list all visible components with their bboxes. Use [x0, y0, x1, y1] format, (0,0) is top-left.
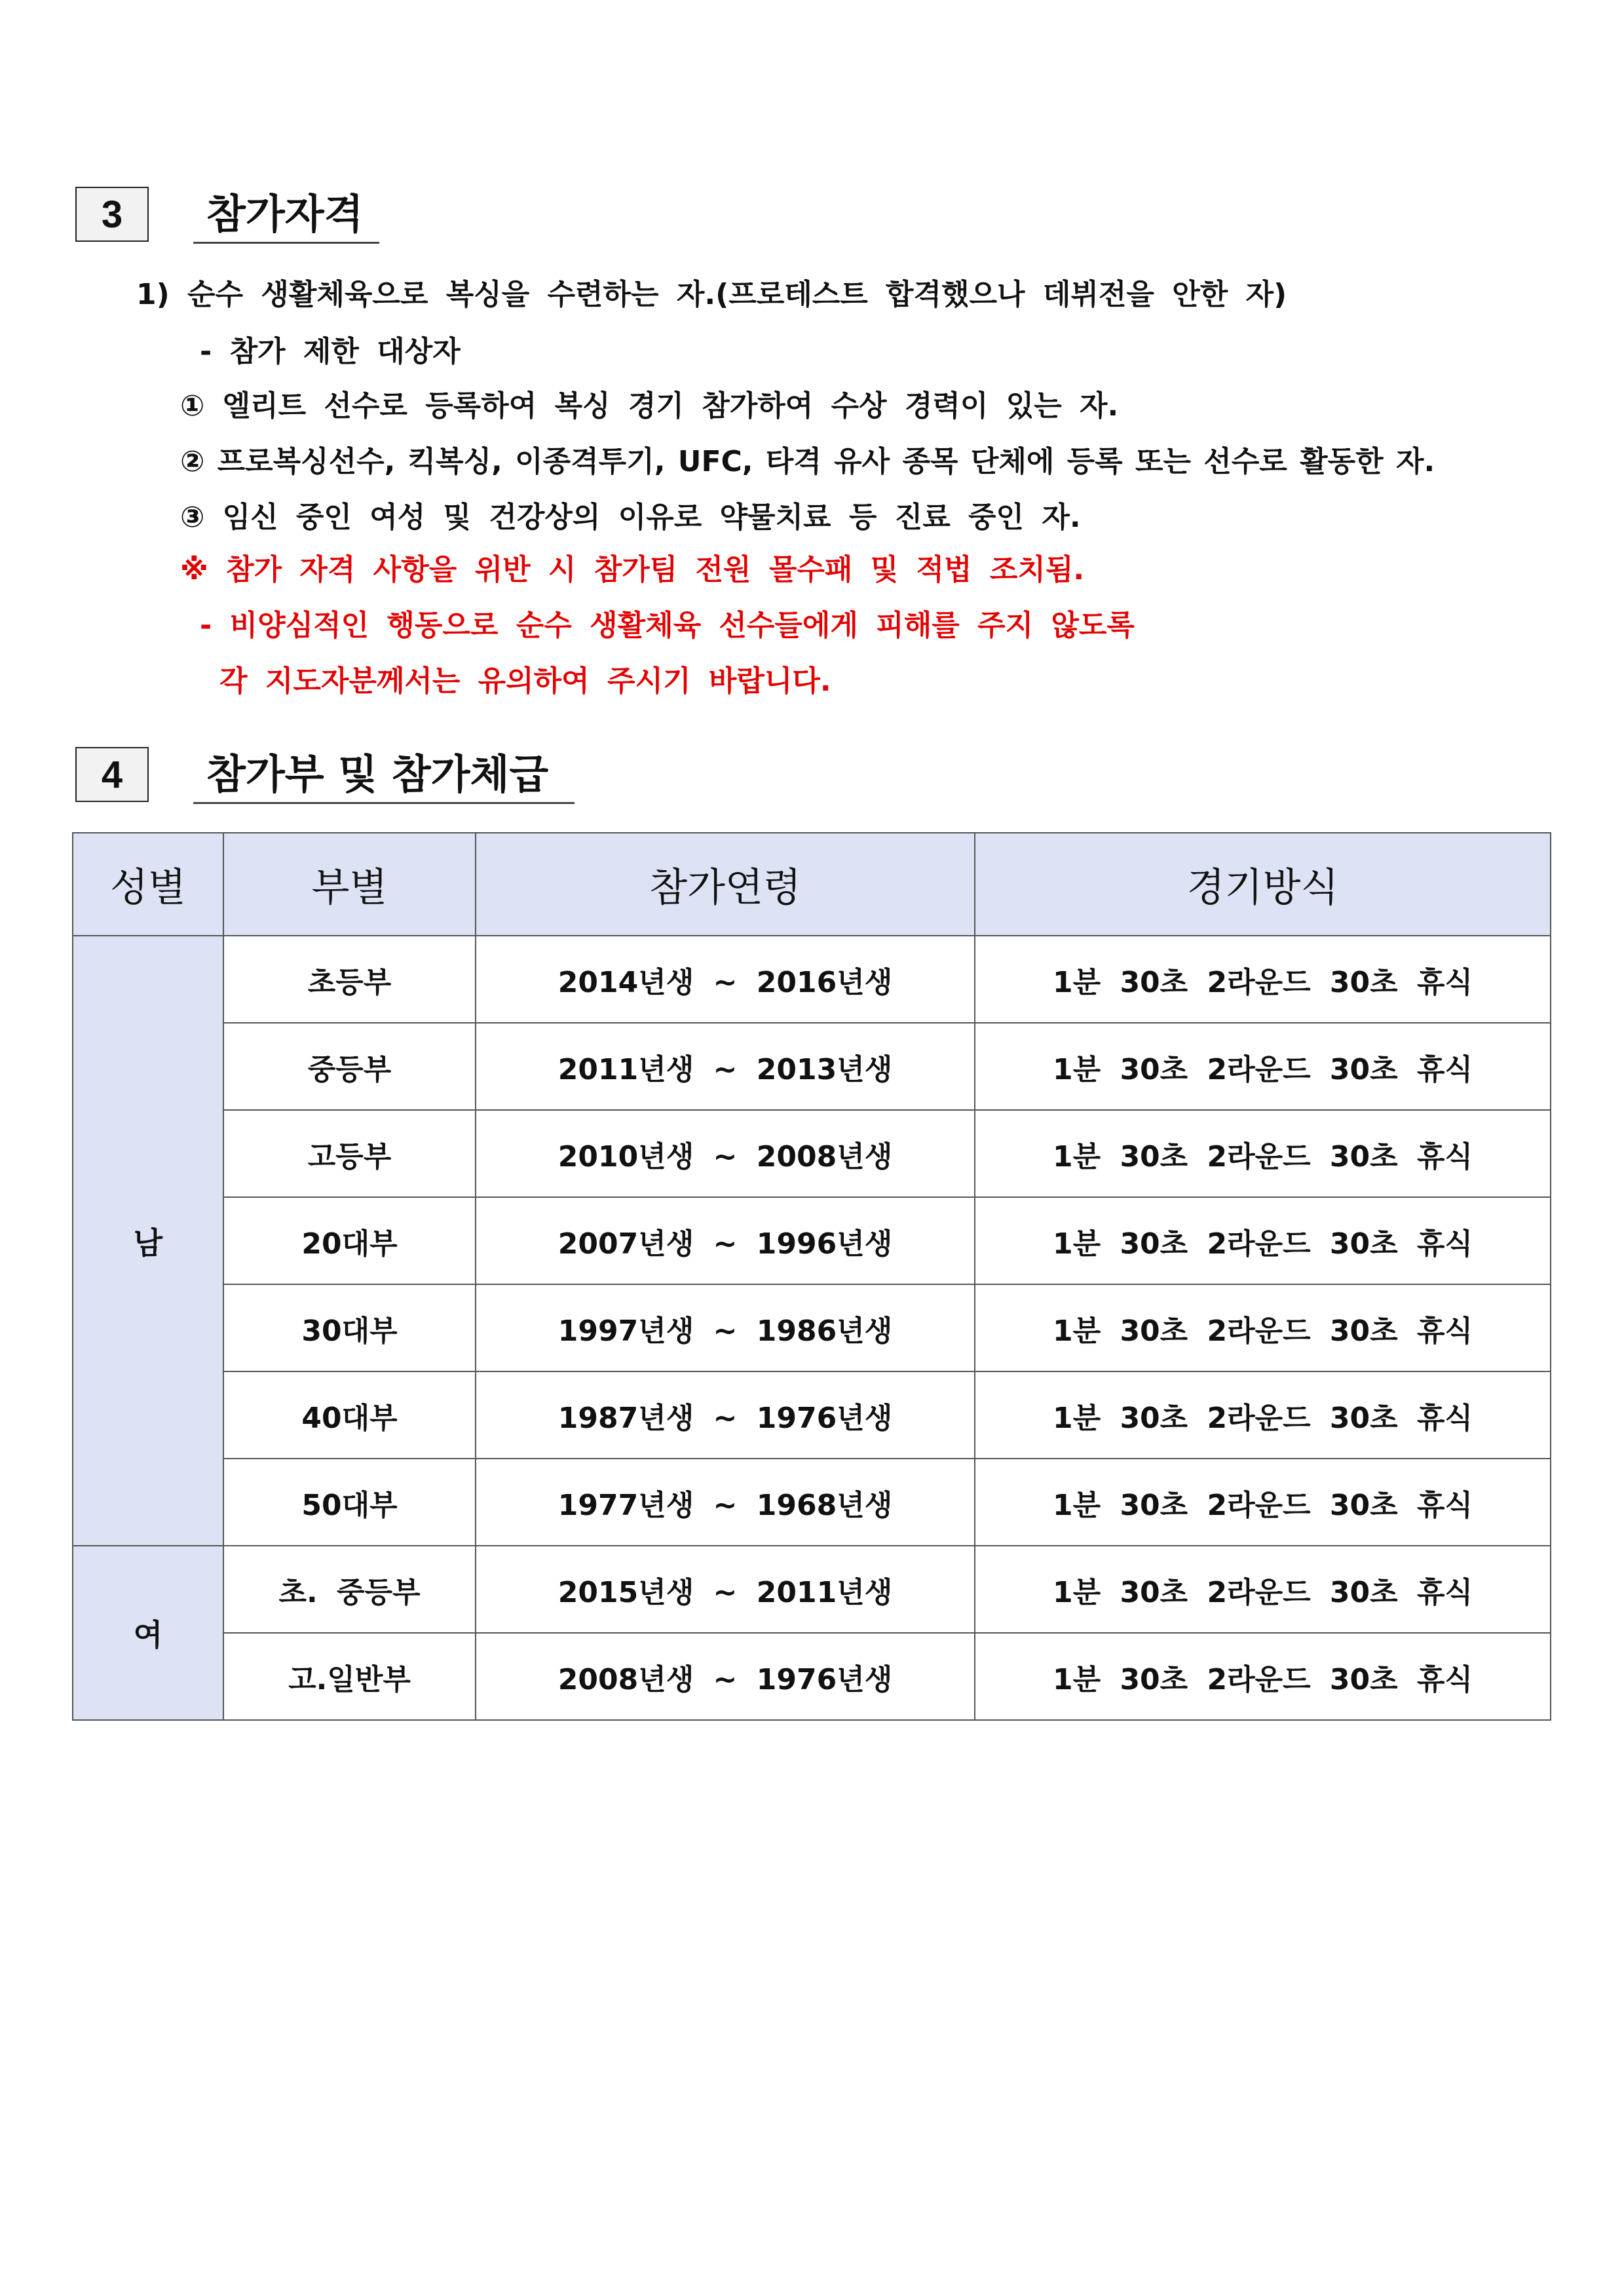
section-title: 참가부 및 참가체급	[193, 747, 575, 804]
division-cell: 20대부	[223, 1197, 476, 1284]
format-cell: 1분 30초 2라운드 30초 휴식	[975, 936, 1551, 1023]
restriction-heading: - 참가 제한 대상자	[200, 335, 461, 368]
age-cell: 2008년생 ~ 1976년생	[476, 1633, 975, 1720]
table-row	[73, 1371, 1551, 1459]
section-number: 3	[75, 187, 149, 242]
age-cell: 2015년생 ~ 2011년생	[476, 1546, 975, 1633]
age-cell: 2007년생 ~ 1996년생	[476, 1197, 975, 1284]
age-cell: 2010년생 ~ 2008년생	[476, 1110, 975, 1197]
age-cell: 1977년생 ~ 1968년생	[476, 1459, 975, 1546]
restriction-item: ② 프로복싱선수, 킥복싱, 이종격투기, UFC, 타격 유사 종목 단체에 등록 또는 선수로 활동한 자.	[180, 445, 1435, 478]
column-header-division: 부별	[223, 833, 476, 936]
section-title: 참가자격	[193, 187, 379, 244]
format-cell: 1분 30초 2라운드 30초 휴식	[975, 1110, 1551, 1197]
restriction-item: ③ 임신 중인 여성 및 건강상의 이유로 약물치료 등 진료 중인 자.	[180, 501, 1081, 534]
age-cell: 2011년생 ~ 2013년생	[476, 1023, 975, 1110]
division-cell: 50대부	[223, 1459, 476, 1546]
qualification-line: 1) 순수 생활체육으로 복싱을 수련하는 자.(프로테스트 합격했으나 데뷔전을 안한 자)	[136, 278, 1287, 311]
table-row	[73, 1197, 1551, 1284]
column-header-format: 경기방식	[975, 833, 1551, 936]
division-table	[72, 832, 1551, 1721]
format-cell: 1분 30초 2라운드 30초 휴식	[975, 1546, 1551, 1633]
table-row	[73, 1023, 1551, 1110]
restriction-item: ① 엘리트 선수로 등록하여 복싱 경기 참가하여 수상 경력이 있는 자.	[180, 389, 1119, 423]
age-cell: 2014년생 ~ 2016년생	[476, 936, 975, 1023]
age-cell: 1987년생 ~ 1976년생	[476, 1371, 975, 1459]
division-cell: 초등부	[223, 936, 476, 1023]
gender-cell: 여	[73, 1546, 223, 1720]
age-cell: 1997년생 ~ 1986년생	[476, 1284, 975, 1371]
gender-cell: 남	[73, 936, 223, 1546]
format-cell: 1분 30초 2라운드 30초 휴식	[975, 1459, 1551, 1546]
division-cell: 중등부	[223, 1023, 476, 1110]
table-header-row	[73, 833, 1551, 936]
table-row	[73, 936, 1551, 1023]
warning-line: 각 지도자분께서는 유의하여 주시기 바랍니다.	[219, 664, 831, 698]
table-row	[73, 1633, 1551, 1720]
division-cell: 고등부	[223, 1110, 476, 1197]
table-row	[73, 1110, 1551, 1197]
format-cell: 1분 30초 2라운드 30초 휴식	[975, 1371, 1551, 1459]
division-cell: 30대부	[223, 1284, 476, 1371]
division-cell: 40대부	[223, 1371, 476, 1459]
table-row	[73, 1459, 1551, 1546]
division-cell: 고.일반부	[223, 1633, 476, 1720]
format-cell: 1분 30초 2라운드 30초 휴식	[975, 1284, 1551, 1371]
format-cell: 1분 30초 2라운드 30초 휴식	[975, 1023, 1551, 1110]
warning-line: ※ 참가 자격 사항을 위반 시 참가팀 전원 몰수패 및 적법 조치됨.	[180, 553, 1085, 586]
format-cell: 1분 30초 2라운드 30초 휴식	[975, 1197, 1551, 1284]
column-header-gender: 성별	[73, 833, 223, 936]
table-row	[73, 1284, 1551, 1371]
section-number: 4	[75, 747, 149, 802]
column-header-age: 참가연령	[476, 833, 975, 936]
format-cell: 1분 30초 2라운드 30초 휴식	[975, 1633, 1551, 1720]
table-row	[73, 1546, 1551, 1633]
division-cell: 초. 중등부	[223, 1546, 476, 1633]
warning-line: - 비양심적인 행동으로 순수 생활체육 선수들에게 피해를 주지 않도록	[200, 609, 1135, 642]
